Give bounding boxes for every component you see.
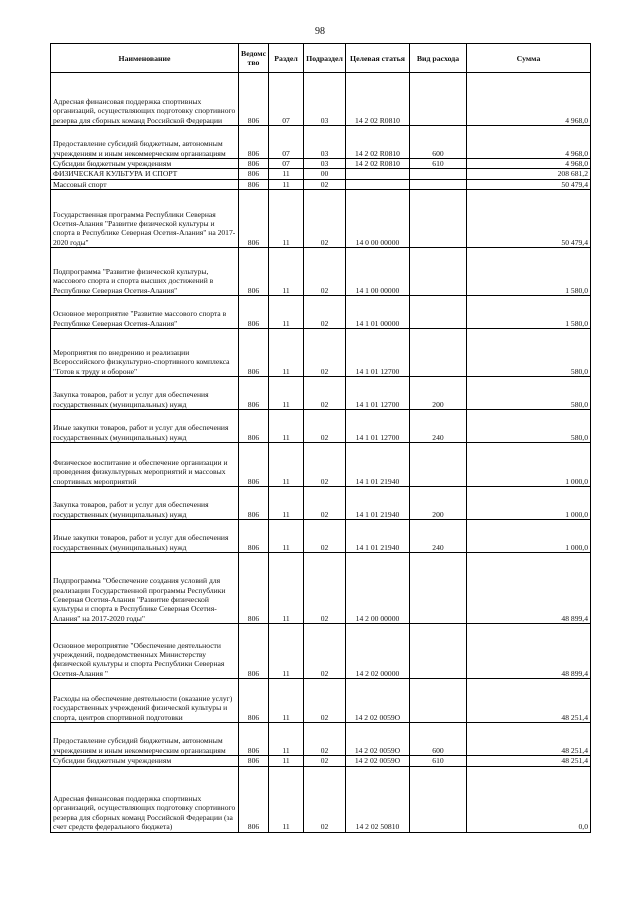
cell-section: 07: [269, 73, 304, 126]
cell-expense-type: 610: [410, 159, 467, 169]
cell-expense-type: 240: [410, 410, 467, 443]
cell-expense-type: 600: [410, 723, 467, 756]
table-row: [51, 723, 591, 756]
cell-department: 806: [239, 410, 269, 443]
cell-target-article: 14 1 01 12700: [346, 377, 410, 410]
cell-department: 806: [239, 248, 269, 296]
table-row: [51, 126, 591, 159]
cell-amount: 50 479,4: [467, 190, 591, 248]
table-row: [51, 296, 591, 329]
cell-target-article: 14 2 02 0059О: [346, 679, 410, 723]
header-target-article: Целевая статья: [346, 44, 410, 73]
cell-target-article: 14 1 01 21940: [346, 443, 410, 487]
table-row: [51, 443, 591, 487]
cell-section: 11: [269, 169, 304, 179]
cell-section: 11: [269, 756, 304, 766]
cell-name: Физическое воспитание и обеспечение организации и проведения физкультурных мероприятий и массовых спортивных мероприятий: [51, 443, 239, 487]
cell-department: 806: [239, 624, 269, 679]
table-row: [51, 73, 591, 126]
cell-subsection: 02: [304, 756, 346, 766]
cell-section: 11: [269, 377, 304, 410]
cell-amount: 48 251,4: [467, 723, 591, 756]
cell-department: 806: [239, 487, 269, 520]
cell-target-article: 14 0 00 00000: [346, 190, 410, 248]
cell-department: 806: [239, 723, 269, 756]
cell-amount: 48 251,4: [467, 679, 591, 723]
cell-amount: 48 899,4: [467, 624, 591, 679]
cell-amount: 580,0: [467, 329, 591, 377]
cell-section: 11: [269, 624, 304, 679]
cell-name: Субсидии бюджетным учреждениям: [51, 159, 239, 169]
header-name: Наименование: [51, 44, 239, 73]
cell-name: Государственная программа Республики Северная Осетия-Алания "Развитие физической культуры и спорта в Республике Северная Осетия-Алания" на 2017-2020 годы": [51, 190, 239, 248]
cell-subsection: 02: [304, 410, 346, 443]
table-row: [51, 624, 591, 679]
cell-expense-type: [410, 190, 467, 248]
table-body: [51, 73, 591, 833]
cell-expense-type: 610: [410, 756, 467, 766]
cell-name: Иные закупки товаров, работ и услуг для обеспечения государственных (муниципальных) нужд: [51, 520, 239, 553]
cell-amount: 1 000,0: [467, 443, 591, 487]
cell-name: Закупка товаров, работ и услуг для обеспечения государственных (муниципальных) нужд: [51, 487, 239, 520]
table-row: [51, 169, 591, 179]
cell-name: Подпрограмма "Развитие физической культуры, массового спорта и спорта высших достижений в Республике Северная Осетия-Алания": [51, 248, 239, 296]
cell-name: Мероприятия по внедрению и реализации Всероссийского физкультурно-спортивного комплекса "Готов к труду и обороне": [51, 329, 239, 377]
table-row: [51, 179, 591, 189]
cell-expense-type: [410, 624, 467, 679]
cell-department: 806: [239, 179, 269, 189]
table-row: [51, 766, 591, 832]
cell-subsection: 02: [304, 520, 346, 553]
cell-department: 806: [239, 377, 269, 410]
cell-expense-type: 200: [410, 377, 467, 410]
cell-name: Расходы на обеспечение деятельности (оказание услуг) государственных учреждений физической культуры и спорта, центров спортивной подготовки: [51, 679, 239, 723]
cell-subsection: 02: [304, 377, 346, 410]
cell-name: ФИЗИЧЕСКАЯ КУЛЬТУРА И СПОРТ: [51, 169, 239, 179]
table-row: [51, 756, 591, 766]
cell-subsection: 03: [304, 73, 346, 126]
cell-target-article: 14 1 00 00000: [346, 248, 410, 296]
cell-amount: 4 968,0: [467, 73, 591, 126]
cell-amount: 50 479,4: [467, 179, 591, 189]
table-row: [51, 248, 591, 296]
cell-department: 806: [239, 190, 269, 248]
cell-expense-type: [410, 679, 467, 723]
cell-subsection: 02: [304, 296, 346, 329]
cell-name: Предоставление субсидий бюджетным, автономным учреждениям и иным некоммерческим организациям: [51, 126, 239, 159]
table-row: [51, 520, 591, 553]
table-row: [51, 487, 591, 520]
cell-section: 07: [269, 159, 304, 169]
cell-amount: 1 580,0: [467, 296, 591, 329]
cell-target-article: 14 1 01 21940: [346, 487, 410, 520]
table-row: [51, 159, 591, 169]
cell-name: Основное мероприятие "Развитие массового спорта в Республике Северная Осетия-Алания": [51, 296, 239, 329]
cell-amount: 1 000,0: [467, 487, 591, 520]
cell-department: 806: [239, 766, 269, 832]
table-row: [51, 190, 591, 248]
cell-name: Предоставление субсидий бюджетным, автономным учреждениям и иным некоммерческим организациям: [51, 723, 239, 756]
cell-section: 11: [269, 410, 304, 443]
cell-amount: 208 681,2: [467, 169, 591, 179]
cell-department: 806: [239, 520, 269, 553]
cell-section: 11: [269, 248, 304, 296]
cell-amount: 0,0: [467, 766, 591, 832]
cell-department: 806: [239, 443, 269, 487]
cell-amount: 4 968,0: [467, 159, 591, 169]
cell-subsection: 02: [304, 679, 346, 723]
cell-section: 11: [269, 329, 304, 377]
cell-department: 806: [239, 679, 269, 723]
cell-target-article: [346, 179, 410, 189]
cell-target-article: 14 1 01 21940: [346, 520, 410, 553]
cell-subsection: 02: [304, 624, 346, 679]
cell-subsection: 03: [304, 126, 346, 159]
cell-name: Адресная финансовая поддержка спортивных организаций, осуществляющих подготовку спортивного резерва для сборных команд Российской Федерации: [51, 73, 239, 126]
cell-section: 11: [269, 179, 304, 189]
cell-target-article: [346, 169, 410, 179]
cell-expense-type: 200: [410, 487, 467, 520]
cell-expense-type: [410, 296, 467, 329]
cell-subsection: 02: [304, 723, 346, 756]
cell-subsection: 02: [304, 190, 346, 248]
cell-expense-type: [410, 73, 467, 126]
cell-amount: 580,0: [467, 410, 591, 443]
cell-department: 806: [239, 126, 269, 159]
cell-target-article: 14 2 02 50810: [346, 766, 410, 832]
cell-subsection: 02: [304, 329, 346, 377]
cell-expense-type: 240: [410, 520, 467, 553]
cell-section: 11: [269, 190, 304, 248]
cell-name: Массовый спорт: [51, 179, 239, 189]
cell-subsection: 02: [304, 443, 346, 487]
header-amount: Сумма: [467, 44, 591, 73]
cell-subsection: 02: [304, 179, 346, 189]
cell-expense-type: [410, 553, 467, 624]
cell-subsection: 02: [304, 487, 346, 520]
table-header-row: [51, 44, 591, 73]
cell-target-article: 14 2 02 R0810: [346, 159, 410, 169]
cell-subsection: 02: [304, 766, 346, 832]
cell-target-article: 14 1 01 12700: [346, 329, 410, 377]
cell-target-article: 14 2 00 00000: [346, 553, 410, 624]
cell-name: Основное мероприятие "Обеспечение деятельности учреждений, подведомственных Министерству физической культуры и спорта Республики Северная Осетия-Алания ": [51, 624, 239, 679]
cell-section: 11: [269, 487, 304, 520]
cell-target-article: 14 2 02 R0810: [346, 126, 410, 159]
cell-department: 806: [239, 756, 269, 766]
cell-amount: 1 580,0: [467, 248, 591, 296]
cell-expense-type: [410, 766, 467, 832]
cell-department: 806: [239, 553, 269, 624]
cell-name: Субсидии бюджетным учреждениям: [51, 756, 239, 766]
cell-section: 11: [269, 443, 304, 487]
page-number: 98: [315, 26, 325, 37]
cell-target-article: 14 2 02 00000: [346, 624, 410, 679]
cell-name: Иные закупки товаров, работ и услуг для обеспечения государственных (муниципальных) нужд: [51, 410, 239, 443]
cell-target-article: 14 2 02 0059О: [346, 756, 410, 766]
cell-section: 11: [269, 679, 304, 723]
table-row: [51, 377, 591, 410]
cell-expense-type: [410, 179, 467, 189]
cell-amount: 4 968,0: [467, 126, 591, 159]
cell-target-article: 14 1 01 00000: [346, 296, 410, 329]
cell-expense-type: [410, 169, 467, 179]
table-row: [51, 679, 591, 723]
cell-expense-type: [410, 443, 467, 487]
cell-subsection: 00: [304, 169, 346, 179]
budget-table: [50, 43, 591, 833]
cell-amount: 48 251,4: [467, 756, 591, 766]
cell-department: 806: [239, 329, 269, 377]
cell-amount: 1 000,0: [467, 520, 591, 553]
cell-department: 806: [239, 73, 269, 126]
cell-expense-type: [410, 329, 467, 377]
cell-subsection: 03: [304, 159, 346, 169]
cell-name: Подпрограмма "Обеспечение создания условий для реализации Государственной программы Республики Северная Осетия-Алания "Развитие физической культуры и спорта в Республике Северная Осетия-Алания" на 2017-2020 годы": [51, 553, 239, 624]
cell-section: 11: [269, 553, 304, 624]
cell-target-article: 14 2 02 R0810: [346, 73, 410, 126]
header-department: Ведомс тво: [239, 44, 269, 73]
cell-expense-type: [410, 248, 467, 296]
cell-department: 806: [239, 159, 269, 169]
cell-section: 11: [269, 766, 304, 832]
cell-amount: 48 899,4: [467, 553, 591, 624]
cell-section: 11: [269, 296, 304, 329]
cell-amount: 580,0: [467, 377, 591, 410]
cell-department: 806: [239, 296, 269, 329]
cell-section: 07: [269, 126, 304, 159]
table-row: [51, 329, 591, 377]
cell-target-article: 14 2 02 0059О: [346, 723, 410, 756]
cell-section: 11: [269, 520, 304, 553]
cell-name: Адресная финансовая поддержка спортивных организаций, осуществляющих подготовку спортивного резерва для сборных команд Российской Федерации (за счет средств федерального бюджета): [51, 766, 239, 832]
cell-expense-type: 600: [410, 126, 467, 159]
cell-subsection: 02: [304, 248, 346, 296]
table-row: [51, 553, 591, 624]
header-expense-type: Вид расхода: [410, 44, 467, 73]
cell-target-article: 14 1 01 12700: [346, 410, 410, 443]
cell-name: Закупка товаров, работ и услуг для обеспечения государственных (муниципальных) нужд: [51, 377, 239, 410]
header-section: Раздел: [269, 44, 304, 73]
table-row: [51, 410, 591, 443]
cell-section: 11: [269, 723, 304, 756]
header-subsection: Подраздел: [304, 44, 346, 73]
cell-department: 806: [239, 169, 269, 179]
cell-subsection: 02: [304, 553, 346, 624]
